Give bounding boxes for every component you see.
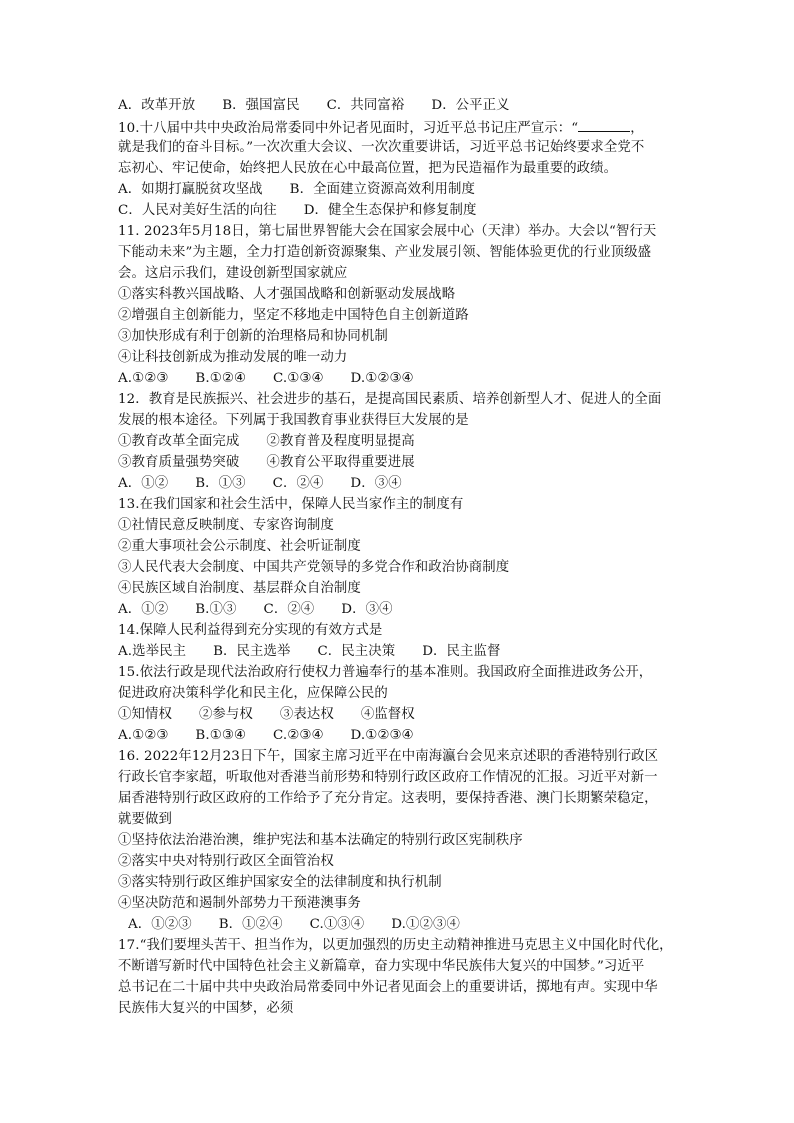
- q11-item-3: ③加快形成有利于创新的治理格局和协同机制: [118, 329, 388, 344]
- q13-options: A．①② B.①③ C．②④ D．③④: [118, 602, 393, 617]
- q12-stem-line-1: 12．教育是民族振兴、社会进步的基石，是提高国民素质、培养创新型人才、促进人的全面: [118, 392, 662, 407]
- q16-item-3: ③落实特别行政区维护国家安全的法律制度和执行机制: [118, 875, 442, 890]
- q11-options: A.①②③ B.①②④ C.①③④ D.①②③④: [118, 371, 414, 386]
- q16-stem-line-4: 就要做到: [118, 812, 172, 827]
- q13-stem: 13.在我们国家和社会生活中，保障人民当家作主的制度有: [118, 497, 464, 512]
- q17-stem-line-3: 总书记在二十届中共中央政治局常委同中外记者见面会上的重要讲话，掷地有声。实现中华: [118, 980, 658, 995]
- q16-item-2: ②落实中央对特别行政区全面管治权: [118, 854, 334, 869]
- q16-stem-line-2: 行政长官李家超，听取他对香港当前形势和特别行政区政府工作情况的汇报。习近平对新一: [118, 770, 658, 785]
- q17-stem-line-4: 民族伟大复兴的中国梦，必须: [118, 1001, 294, 1016]
- q16-item-1: ①坚持依法治港治澳，维护宪法和基本法确定的特别行政区宪制秩序: [118, 833, 523, 848]
- q17-stem-line-2: 不断谱写新时代中国特色社会主义新篇章，奋力实现中华民族伟大复兴的中国梦。”习近平: [118, 959, 645, 974]
- q16-stem-line-1: 16. 2022年12月23日下午，国家主席习近平在中南海瀛台会见来京述职的香港特别行政区: [118, 749, 659, 764]
- q10-options-ab: A．如期打赢脱贫攻坚战 B．全面建立资源高效利用制度: [118, 182, 475, 197]
- q13-item-1: ①社情民意反映制度、专家咨询制度: [118, 518, 334, 533]
- q16-item-4: ④坚决防范和遏制外部势力干预港澳事务: [118, 896, 361, 911]
- q16-options: A．①②③ B．①②④ C.①③④ D.①②③④: [128, 917, 460, 932]
- q15-items: ①知情权 ②参与权 ③表达权 ④监督权: [118, 707, 415, 722]
- q10-stem-line-2: 就是我们的奋斗目标。”一次次重大会议、一次次重要讲话，习近平总书记始终要求全党不: [118, 140, 645, 155]
- q13-item-4: ④民族区域自治制度、基层群众自治制度: [118, 581, 361, 596]
- q15-stem-line-1: 15.依法行政是现代法治政府行使权力普遍奉行的基本准则。我国政府全面推进政务公开，: [118, 665, 653, 680]
- q11-stem-line-2: 下能动未来”为主题，全力打造创新资源聚集、产业发展引领、智能体验更优的行业顶级盛: [118, 245, 652, 260]
- q15-stem-line-2: 促进政府决策科学化和民主化，应保障公民的: [118, 686, 388, 701]
- q11-item-2: ②增强自主创新能力，坚定不移地走中国特色自主创新道路: [118, 308, 469, 323]
- answer-blank: [578, 118, 630, 132]
- q14-options: A.选举民主 B．民主选举 C．民主决策 D．民主监督: [118, 644, 501, 659]
- q12-items-12: ①教育改革全面完成 ②教育普及程度明显提高: [118, 434, 415, 449]
- q12-items-34: ③教育质量强势突破 ④教育公平取得重要进展: [118, 455, 415, 470]
- q10-options-cd: C．人民对美好生活的向往 D．健全生态保护和修复制度: [118, 203, 477, 218]
- q11-item-1: ①落实科教兴国战略、人才强国战略和创新驱动发展战略: [118, 287, 456, 302]
- q11-item-4: ④让科技创新成为推动发展的唯一动力: [118, 350, 348, 365]
- q16-stem-line-3: 届香港特别行政区政府的工作给予了充分肯定。这表明，要保持香港、澳门长期繁荣稳定，: [118, 791, 658, 806]
- q11-stem-line-1: 11. 2023年5月18日，第七届世界智能大会在国家会展中心（天津）举办。大会以“智行天: [118, 224, 657, 239]
- q13-item-3: ③人民代表大会制度、中国共产党领导的多党合作和政治协商制度: [118, 560, 510, 575]
- q17-stem-line-1: 17.“我们要埋头苦干、担当作为，以更加强烈的历史主动精神推进马克思主义中国化时代化，: [118, 938, 673, 953]
- q10-stem-line-1: [118, 118, 678, 138]
- q11-stem-line-3: 会。这启示我们，建设创新型国家就应: [118, 266, 348, 281]
- q10-stem-line-3: 忘初心、牢记使命，始终把人民放在心中最高位置，把为民造福作为最重要的政绩。: [118, 161, 618, 176]
- q10-stem-text: 10.十八届中共中央政治局常委同中外记者见面时，习近平总书记庄严宣示：“: [118, 121, 579, 136]
- q9-options: A．改革开放 B．强国富民 C．共同富裕 D．公平正义: [118, 98, 510, 113]
- q12-stem-line-2: 发展的根本途径。下列属于我国教育事业获得巨大发展的是: [118, 413, 469, 428]
- q10-stem-comma: ，: [630, 121, 644, 136]
- q12-options: A．①② B．①③ C．②④ D．③④: [118, 476, 402, 491]
- q15-options: A.①②③ B.①③④ C.②③④ D.①②③④: [118, 728, 414, 743]
- q14-stem: 14.保障人民利益得到充分实现的有效方式是: [118, 623, 383, 638]
- q13-item-2: ②重大事项社会公示制度、社会听证制度: [118, 539, 361, 554]
